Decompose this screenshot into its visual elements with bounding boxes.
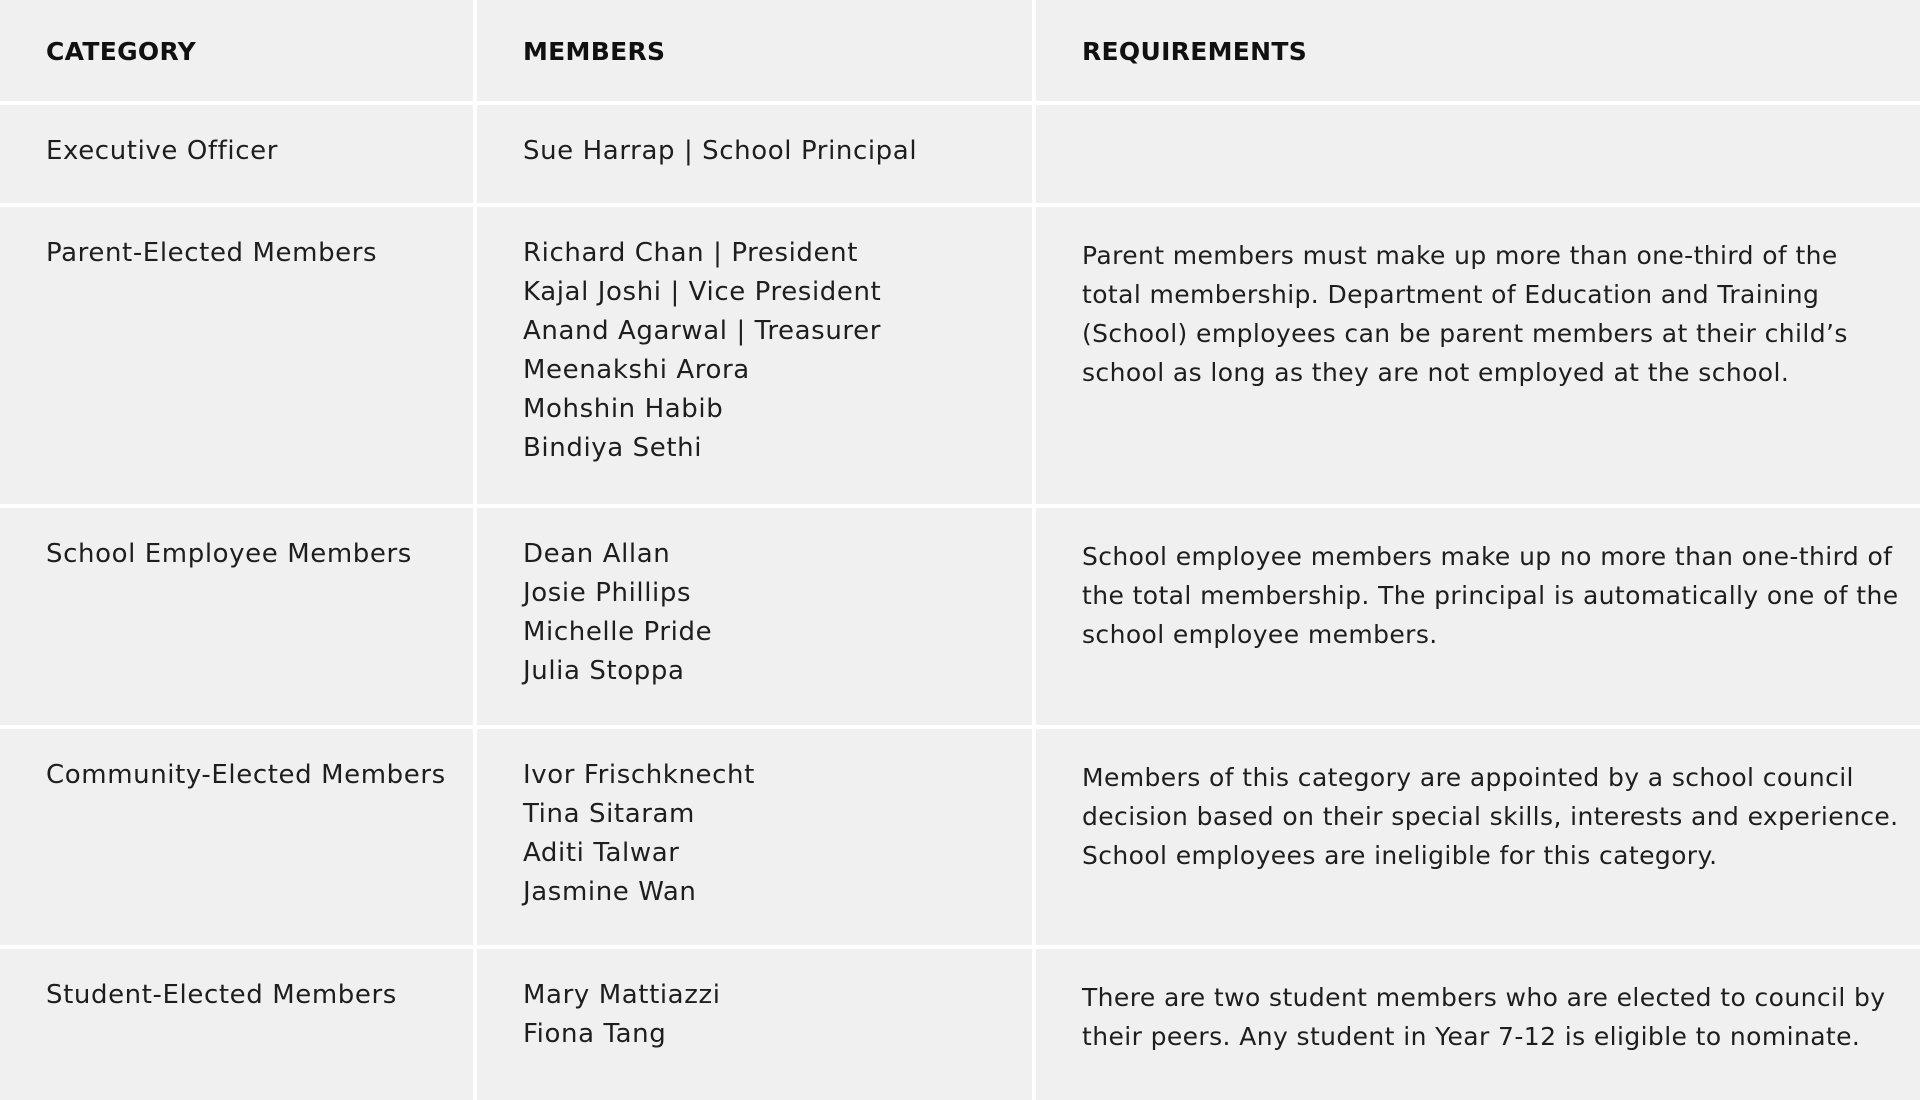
row-category: Executive Officer (0, 105, 473, 203)
member-item: Richard Chan | President (523, 238, 859, 268)
row-members (477, 729, 1032, 945)
member-item: Josie Phillips (523, 578, 692, 608)
row-category: Parent-Elected Members (0, 207, 473, 504)
header-requirements: REQUIREMENTS (1036, 0, 1920, 101)
row-category: School Employee Members (0, 508, 473, 725)
row-category: Student-Elected Members (0, 949, 473, 1100)
member-item: Tina Sitaram (523, 799, 695, 829)
member-item: Sue Harrap | School Principal (523, 136, 918, 166)
member-item: Michelle Pride (523, 617, 713, 647)
member-item: Dean Allan (523, 539, 671, 569)
member-item: Kajal Joshi | Vice President (523, 277, 882, 307)
member-item: Bindiya Sethi (523, 433, 703, 463)
member-item: Anand Agarwal | Treasurer (523, 316, 882, 346)
header-category: CATEGORY (0, 0, 473, 101)
row-members (477, 508, 1032, 725)
header-members: MEMBERS (477, 0, 1032, 101)
member-item: Jasmine Wan (523, 877, 697, 907)
member-item: Meenakshi Arora (523, 355, 750, 385)
row-requirements: School employee members make up no more than one-third of the total membership. The principal is automatically one of the school employee members. (1036, 508, 1920, 725)
row-category: Community-Elected Members (0, 729, 473, 945)
row-requirements: Members of this category are appointed by a school council decision based on their special skills, interests and experience. School employees are ineligible for this category. (1036, 729, 1920, 945)
row-requirements: Parent members must make up more than one-third of the total membership. Department of Education and Training (School) employees can be parent members at their child’s school as long as they are not employed at the school. (1036, 207, 1920, 504)
member-item: Fiona Tang (523, 1019, 667, 1049)
member-item: Julia Stoppa (523, 656, 685, 686)
member-item: Mary Mattiazzi (523, 980, 721, 1010)
member-item: Aditi Talwar (523, 838, 680, 868)
row-requirements (1036, 105, 1920, 203)
row-members (477, 105, 1032, 203)
row-members (477, 949, 1032, 1100)
row-requirements: There are two student members who are elected to council by their peers. Any student in Year 7-12 is eligible to nominate. (1036, 949, 1920, 1100)
row-members (477, 207, 1032, 504)
member-item: Mohshin Habib (523, 394, 724, 424)
member-item: Ivor Frischknecht (523, 760, 755, 790)
